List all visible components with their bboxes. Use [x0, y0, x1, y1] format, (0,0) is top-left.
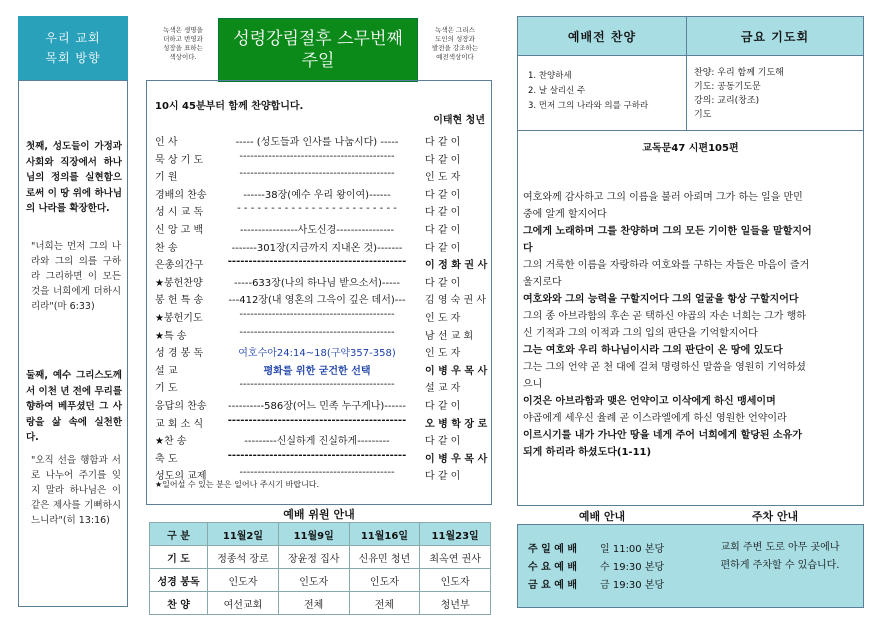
order-leader: 오 병 학 장 로 [425, 418, 488, 430]
psalm-line: 그는 여호와 우리 하나님이시라 그의 판단이 온 땅에 있도다 [523, 345, 783, 356]
order-leader: 설 교 자 [425, 383, 461, 395]
order-item: 인 사 [155, 137, 178, 148]
friday-line: 기도 [694, 110, 712, 120]
duty-cell: 인도자 [278, 569, 349, 592]
order-desc: -----633장(나의 하나님 받으소서)----- [234, 277, 400, 289]
mission-verse-2: "오직 선을 행함과 서로 나누어 주기를 잊지 말라 하나님은 이 같은 제사를 기뻐하시느니라"(히 13:16) [31, 455, 121, 526]
order-leader: 다 같 이 [425, 154, 461, 166]
psalm-line: 그의 거룩한 이름을 자랑하라 여호와를 구하는 자들은 마음이 즐거 [523, 260, 810, 271]
order-row [155, 450, 487, 467]
parking-line-2: 편하게 주차할 수 있습니다. [720, 560, 840, 571]
order-row [155, 239, 487, 256]
order-leader: 다 같 이 [425, 277, 461, 289]
order-leader: 인 도 자 [425, 348, 461, 360]
order-row [155, 168, 487, 185]
order-desc: ----------586장(어느 민족 누구게나)------ [228, 401, 406, 412]
service-name: 주 일 예 배 [528, 544, 578, 555]
psalm-line: 중에 알게 할지어다 [523, 209, 607, 220]
order-row [155, 186, 487, 203]
left-color-note: 녹색은 생명을 더하고 번영과 성장을 표하는 색상이다. [163, 26, 203, 61]
sunday-title-line1: 성령강림절후 스무번째 [233, 29, 403, 49]
duty-cell: 여선교회 [208, 592, 279, 615]
order-row [155, 133, 487, 150]
psalm-line: 신 기적과 그의 이적과 그의 입의 판단을 기억할지어다 [523, 328, 758, 339]
praise-item: 1. 찬양하세 [528, 71, 572, 81]
friday-list [686, 55, 864, 131]
order-leader: 김 영 숙 권 사 [425, 295, 487, 307]
service-row [528, 559, 664, 577]
duty-header-row [150, 523, 491, 546]
order-desc: ------------------------------------------- [239, 168, 395, 180]
order-desc: ------------------------------------------- [227, 256, 407, 268]
service-name: 금 요 예 배 [528, 580, 578, 591]
order-row [155, 203, 487, 220]
mission-verse-1: "너희는 먼저 그의 나라와 그의 의를 구하라 그리하면 이 모든 것을 너희에게 더하시리라"(마 6:33) [31, 241, 121, 312]
order-item: ★찬 송 [155, 436, 187, 448]
order-leader: 다 같 이 [425, 137, 461, 148]
order-item: 봉 헌 특 송 [155, 295, 204, 307]
psalm-line: 되게 하리라 하셨도다(1-11) [523, 447, 652, 458]
duty-cell: 인도자 [208, 569, 279, 592]
order-desc: ------------------------------------------- [239, 467, 395, 479]
order-row [155, 432, 487, 449]
order-row [155, 415, 487, 432]
order-desc: -------301장(지금까지 지내온 것)------- [231, 242, 403, 254]
order-item: 응답의 찬송 [155, 401, 207, 412]
friday-title: 금요 기도회 [686, 16, 864, 56]
service-time: 금 19:30 본당 [600, 580, 665, 591]
order-row [155, 221, 487, 238]
order-row [155, 327, 487, 344]
psalm-line: 이르시기를 내가 가나안 땅을 네게 주어 너희에게 할당된 소유가 [523, 430, 803, 441]
order-leader: 다 같 이 [425, 401, 461, 412]
psalm-line: 그에게 노래하며 그를 찬양하며 그의 모든 기이한 일들을 말할지어 [523, 226, 812, 237]
psalm-line: 여호와와 그의 능력을 구할지어다 그의 얼굴을 항상 구할지어다 [523, 294, 799, 305]
service-name: 수 요 예 배 [528, 562, 578, 573]
duty-cell: 정종석 장로 [208, 546, 279, 569]
order-item: 은총의간구 [155, 260, 204, 272]
order-item: 축 도 [155, 453, 178, 465]
mission-body [18, 80, 128, 607]
psalm-title: 교독문47 시편105편 [642, 143, 739, 154]
duty-header-cell: 11월16일 [349, 523, 420, 546]
duty-header-cell: 11월23일 [420, 523, 491, 546]
friday-line: 찬양: 우리 함께 기도해 [694, 68, 784, 78]
mission-title-line1: 우리 교회 [45, 31, 101, 45]
psalm-line: 이것은 아브라함과 맺은 언약이고 이삭에게 하신 맹세이며 [523, 396, 776, 407]
order-item: ★특 송 [155, 330, 187, 342]
order-leader: 이 병 우 목 사 [425, 453, 488, 465]
psalm-line: 으니 [523, 379, 543, 390]
order-row [155, 291, 487, 308]
duty-header-cell: 11월9일 [278, 523, 349, 546]
order-leader: 남 선 교 회 [425, 330, 474, 342]
mission-header [18, 16, 128, 80]
praise-leader: 이태현 청년 [433, 115, 485, 126]
order-item: 경배의 찬송 [155, 189, 207, 201]
psalm-line: 울지로다 [523, 277, 562, 288]
order-leader: 다 같 이 [425, 225, 461, 236]
duty-header-cell: 11월2일 [208, 523, 279, 546]
order-row [155, 151, 487, 168]
duty-cell: 장윤정 집사 [278, 546, 349, 569]
sunday-title-line2: 주일 [301, 51, 335, 71]
service-row [528, 577, 664, 595]
order-desc: ----- (성도들과 인사를 나눕시다) ----- [235, 137, 399, 148]
order-desc: ------------------------------------------- [239, 379, 395, 391]
order-leader: 다 같 이 [425, 207, 461, 219]
duty-role: 찬 양 [150, 592, 208, 615]
psalm-line: 여호와께 감사하고 그의 이름을 불러 아뢰며 그가 하는 일을 만민 [523, 192, 803, 203]
order-desc: - - - - - - - - - - - - - - - - - - - - - - - - [237, 203, 397, 215]
mission-point-1: 첫째, 성도들이 가정과 사회와 직장에서 하나님의 정의를 실현함으로써 이 땅 위에 하나님의 나라를 확장한다. [26, 141, 122, 214]
service-time: 수 19:30 본당 [600, 562, 665, 573]
psalm-line: 그는 그의 언약 곧 천 대에 걸쳐 명령하신 말씀을 영원히 기억하셨 [523, 362, 806, 373]
praise-item: 2. 날 살리신 주 [528, 86, 586, 96]
praise-item: 3. 먼저 그의 나라와 의를 구하라 [528, 101, 649, 111]
duty-cell: 신유민 청년 [349, 546, 420, 569]
duty-header-cell: 구 분 [150, 523, 208, 546]
order-leader: 다 같 이 [425, 189, 461, 201]
parking-line-1: 교회 주변 도로 아무 곳에나 [720, 542, 840, 553]
duty-cell: 전체 [278, 592, 349, 615]
order-item: 설 교 [155, 365, 178, 377]
order-row [155, 362, 487, 379]
duty-cell: 인도자 [349, 569, 420, 592]
service-parking-box [517, 524, 864, 608]
order-desc: ----------------사도신경---------------- [239, 225, 395, 236]
order-item: 기 도 [155, 383, 178, 395]
order-item: 묵 상 기 도 [155, 154, 204, 166]
order-item: 기 원 [155, 172, 178, 184]
order-leader: 인 도 자 [425, 172, 461, 184]
duty-cell: 최옥연 권사 [420, 546, 491, 569]
order-desc: ------------------------------------------- [227, 449, 407, 461]
order-item: 신 앙 고 백 [155, 225, 204, 236]
mission-point-2: 둘째, 예수 그리스도께서 이천 년 전에 무리를 향하여 베푸셨던 그 사랑을 삶 속에 실천한다. [26, 370, 122, 443]
order-desc: ------------------------------------------- [239, 309, 395, 320]
order-item: 찬 송 [155, 242, 178, 254]
psalm-box [517, 130, 864, 506]
order-item: 성도의 교제 [155, 471, 207, 483]
duty-row [150, 569, 491, 592]
duty-role: 기 도 [150, 546, 208, 569]
order-desc: ------------------------------------------- [239, 150, 395, 162]
order-desc: ------38장(예수 우리 왕이여)------ [243, 189, 391, 201]
service-title: 예배 안내 [578, 510, 626, 523]
order-desc: 평화를 위한 굳건한 선택 [263, 365, 371, 377]
order-leader: 인 도 자 [425, 313, 461, 324]
duty-row [150, 592, 491, 615]
order-leader: 다 같 이 [425, 242, 461, 254]
parking-title: 주차 안내 [751, 510, 799, 523]
order-desc: ---412장(내 영혼의 그윽이 깊은 데서)--- [228, 295, 406, 307]
praise-list [517, 55, 687, 131]
duty-cell: 청년부 [420, 592, 491, 615]
praise-intro: 10시 45분부터 함께 찬양합니다. [155, 101, 304, 112]
duty-table [149, 522, 491, 615]
duty-row [150, 546, 491, 569]
mission-title-line2: 목회 방향 [45, 51, 101, 65]
sunday-title-box [218, 18, 418, 82]
service-row [528, 541, 664, 559]
order-desc: ------------------------------------------- [239, 326, 395, 338]
parking-text [696, 539, 864, 575]
friday-line: 강의: 교리(창조) [694, 96, 760, 106]
order-desc: ---------신실하게 진실하게--------- [244, 436, 390, 448]
right-color-note: 녹색은 그리스 도인의 성장과 발전을 강조하는 예전색상이다 [431, 26, 479, 61]
order-row [155, 274, 487, 291]
service-time: 일 11:00 본당 [600, 544, 665, 555]
order-footnote: ★일어설 수 있는 분은 일어나 주시기 바랍니다. [155, 480, 320, 489]
praise-title: 예배전 찬양 [517, 16, 687, 56]
psalm-line: 그의 종 아브라함의 후손 곧 택하신 야곱의 자손 너희는 그가 행하 [523, 311, 806, 322]
order-item: ★봉헌찬양 [155, 277, 203, 289]
order-leader: 이 정 화 권 사 [425, 260, 488, 272]
psalm-line: 다 [523, 243, 533, 254]
order-row [155, 309, 487, 326]
worship-order [146, 80, 492, 505]
duty-title: 예배 위원 안내 [283, 508, 355, 521]
order-leader: 이 병 우 목 사 [425, 365, 488, 377]
order-row [155, 379, 487, 396]
duty-role: 성경 봉독 [150, 569, 208, 592]
order-leader: 다 같 이 [425, 471, 461, 483]
order-item: ★봉헌기도 [155, 313, 203, 324]
order-leader: 다 같 이 [425, 436, 461, 448]
order-desc: 여호수아24:14~18(구약357-358) [238, 348, 396, 360]
order-item: 교 회 소 식 [155, 418, 204, 430]
order-row [155, 256, 487, 273]
order-row [155, 397, 487, 414]
order-item: 성 시 교 독 [155, 207, 204, 219]
psalm-text [523, 189, 861, 461]
psalm-line: 야곱에게 세우신 율례 곧 이스라엘에게 하신 영원한 언약이라 [523, 413, 787, 424]
order-row [155, 344, 487, 361]
order-desc: ------------------------------------------- [227, 414, 407, 426]
duty-cell: 전체 [349, 592, 420, 615]
order-item: 성 경 봉 독 [155, 348, 204, 360]
friday-line: 기도: 공동기도문 [694, 82, 761, 92]
duty-cell: 인도자 [420, 569, 491, 592]
